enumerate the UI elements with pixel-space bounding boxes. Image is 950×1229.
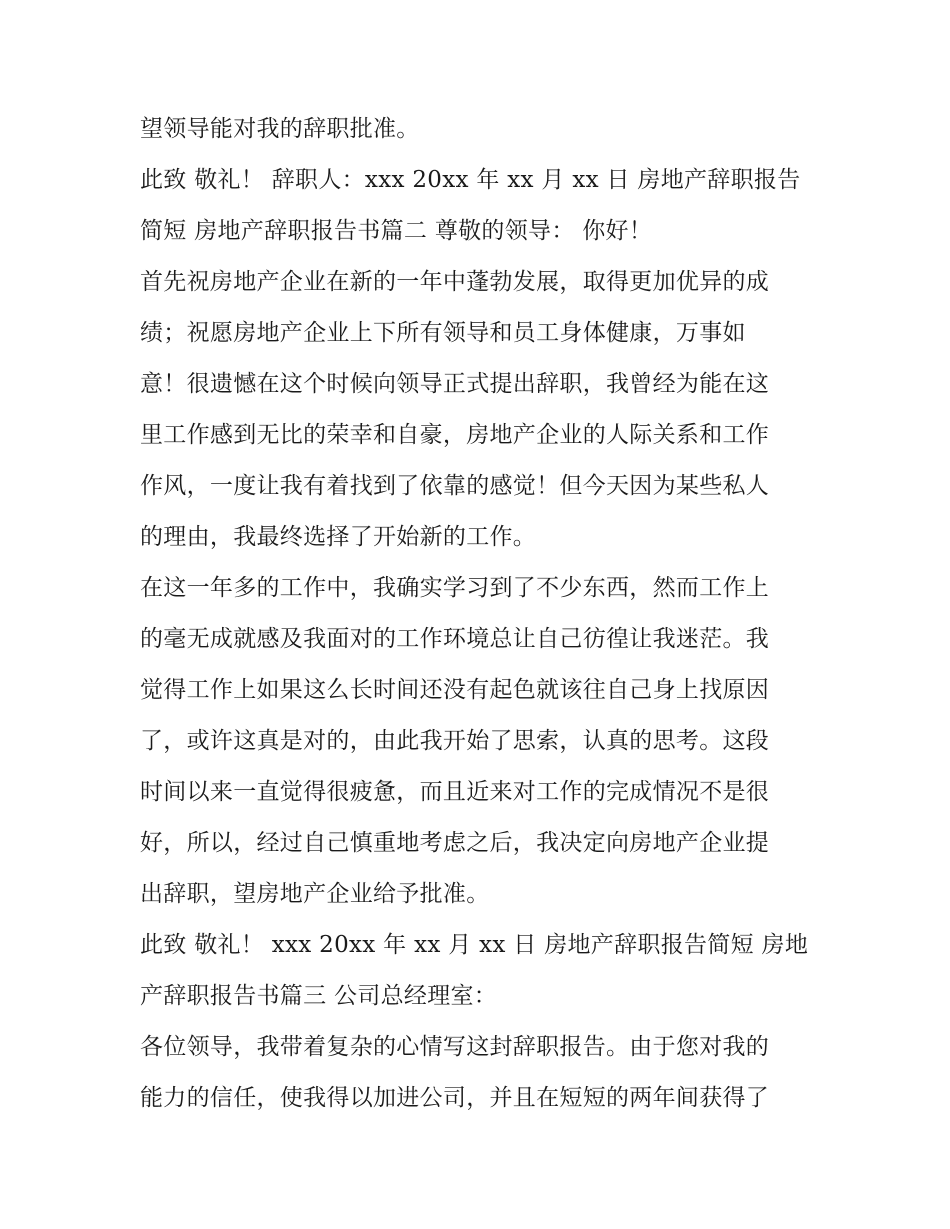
text-line: 的毫无成就感及我面对的工作环境总让自己彷徨让我迷茫。我: [140, 626, 770, 652]
text-line: 能力的信任，使我得以加进公司，并且在短短的两年间获得了: [140, 1085, 770, 1111]
text-line: 时间以来一直觉得很疲惫，而且近来对工作的完成情况不是很: [140, 779, 770, 805]
text-line: 了，或许这真是对的，由此我开始了思索，认真的思考。这段: [140, 728, 770, 754]
text-line: 意！很遗憾在这个时候向领导正式提出辞职，我曾经为能在这: [140, 371, 770, 397]
text-line: 的理由，我最终选择了开始新的工作。: [140, 524, 537, 550]
text-line: 作风，一度让我有着找到了依靠的感觉！但今天因为某些私人: [140, 473, 770, 499]
text-line: 出辞职，望房地产企业给予批准。: [140, 881, 490, 907]
text-line: 各位领导，我带着复杂的心情写这封辞职报告。由于您对我的: [140, 1034, 770, 1060]
text-line: 好，所以，经过自己慎重地考虑之后，我决定向房地产企业提: [140, 830, 770, 856]
text-line: 望领导能对我的辞职批准。: [140, 116, 420, 142]
text-line: 在这一年多的工作中，我确实学习到了不少东西，然而工作上: [140, 575, 770, 601]
text-line: 里工作感到无比的荣幸和自豪，房地产企业的人际关系和工作: [140, 422, 770, 448]
text-line: 绩；祝愿房地产企业上下所有领导和员工身体健康，万事如: [140, 320, 746, 346]
text-line: 觉得工作上如果这么长时间还没有起色就该往自己身上找原因: [140, 677, 770, 703]
text-line: 产辞职报告书篇三 公司总经理室：: [140, 983, 498, 1009]
text-line: 首先祝房地产企业在新的一年中蓬勃发展，取得更加优异的成: [140, 269, 770, 295]
text-line: 简短 房地产辞职报告书篇二 尊敬的领导： 你好！: [140, 218, 653, 244]
text-line: 此致 敬礼！ 辞职人：xxx 20xx 年 xx 月 xx 日 房地产辞职报告: [140, 167, 801, 193]
text-line: 此致 敬礼！ xxx 20xx 年 xx 月 xx 日 房地产辞职报告简短 房地: [140, 932, 809, 958]
document-body: [140, 104, 830, 1124]
